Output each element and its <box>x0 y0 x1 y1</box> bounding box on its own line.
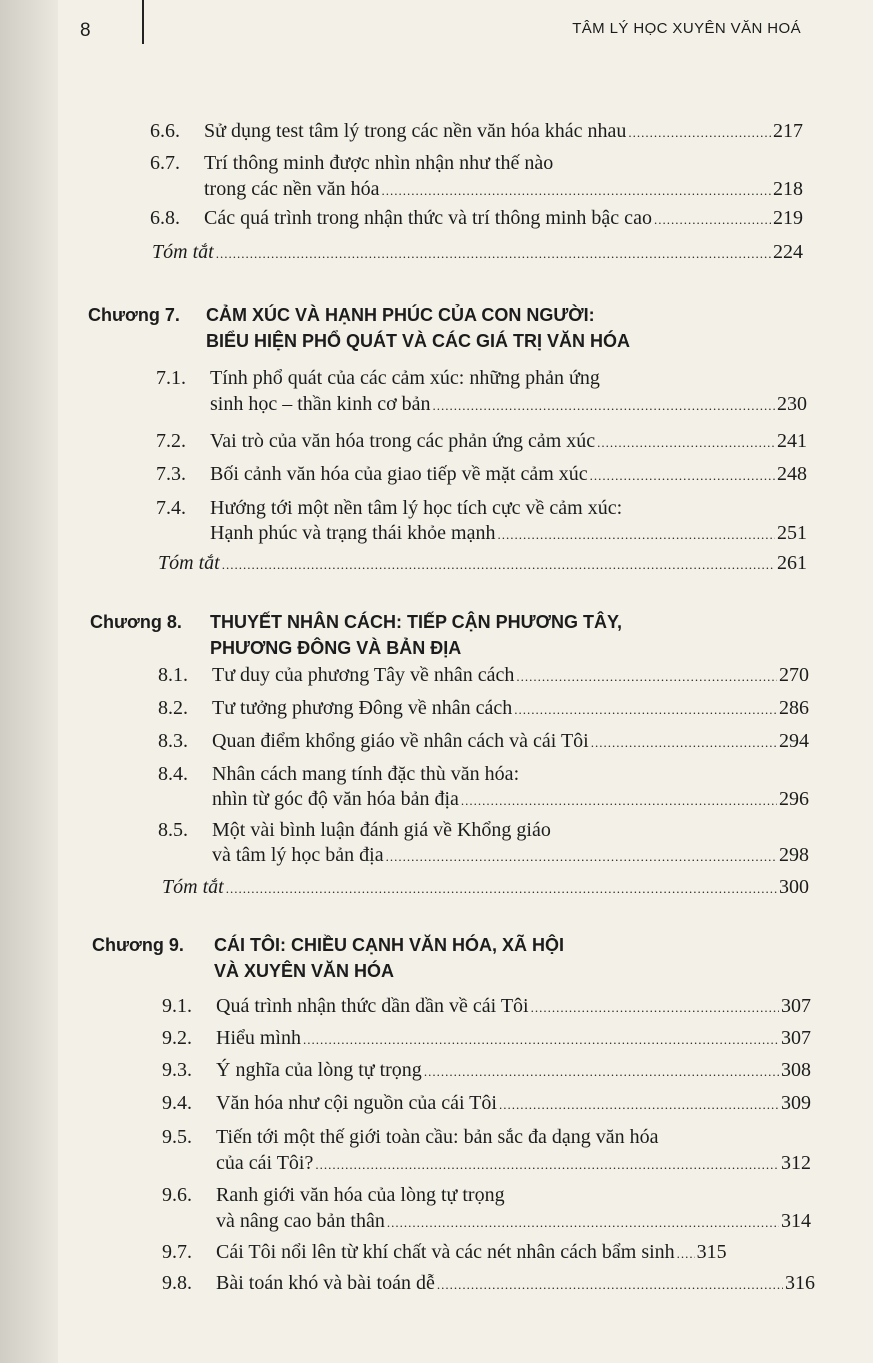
toc-summary[interactable] <box>162 874 809 902</box>
toc-entry[interactable] <box>216 1270 815 1298</box>
toc-entry-title: Tư duy của phương Tây về nhân cách <box>212 664 515 686</box>
dot-leader <box>381 178 771 204</box>
toc-entry-title: Quan điểm khổng giáo về nhân cách và cái Tôi <box>212 730 589 752</box>
toc-page-number: 217 <box>773 120 803 142</box>
dot-leader <box>654 207 771 233</box>
page-number: 8 <box>80 20 91 41</box>
toc-page-number: 300 <box>779 876 809 898</box>
toc-entry-title: Văn hóa như cội nguồn của cái Tôi <box>216 1092 497 1114</box>
chapter-title-line1: THUYẾT NHÂN CÁCH: TIẾP CẬN PHƯƠNG TÂY, <box>210 612 622 632</box>
toc-entry[interactable] <box>216 1057 811 1085</box>
toc-entry-title: Bài toán khó và bài toán dễ <box>216 1272 435 1294</box>
toc-entry[interactable] <box>204 176 803 204</box>
toc-entry-title: Hạnh phúc và trạng thái khỏe mạnh <box>210 522 496 544</box>
chapter-title-line2: BIỂU HIỆN PHỔ QUÁT VÀ CÁC GIÁ TRỊ VĂN HÓA <box>206 331 631 351</box>
dot-leader <box>531 995 779 1021</box>
toc-page-number: 312 <box>781 1152 811 1174</box>
toc-page-number: 307 <box>781 1027 811 1049</box>
chapter-title-line2: VÀ XUYÊN VĂN HÓA <box>214 961 395 981</box>
toc-entry-title: Bối cảnh văn hóa của giao tiếp về mặt cảm xúc <box>210 463 588 485</box>
dot-leader <box>628 120 771 146</box>
page-gutter-shadow <box>0 0 58 1363</box>
toc-entry-title: Cái Tôi nổi lên từ khí chất và các nét nhân cách bẩm sinh <box>216 1241 675 1263</box>
dot-leader <box>226 876 777 902</box>
toc-entry[interactable] <box>210 391 807 419</box>
toc-entry-number: 7.2. <box>156 430 186 452</box>
chapter-title-line1: CẢM XÚC VÀ HẠNH PHÚC CỦA CON NGƯỜI: <box>206 305 595 325</box>
toc-entry-title-line1 <box>204 150 553 176</box>
chapter-label: Chương 7. <box>88 305 180 325</box>
toc-page-number: 270 <box>779 664 809 686</box>
header-divider <box>142 0 144 44</box>
toc-page-number: 219 <box>773 207 803 229</box>
toc-entry-title: và tâm lý học bản địa <box>212 844 384 866</box>
summary-label: Tóm tắt <box>158 552 220 574</box>
toc-page-number: 224 <box>773 241 803 263</box>
toc-entry-number: 9.7. <box>162 1241 192 1263</box>
toc-entry[interactable] <box>204 118 803 146</box>
toc-entry-number: 8.4. <box>158 763 188 785</box>
dot-leader <box>514 697 777 723</box>
running-head: TÂM LÝ HỌC XUYÊN VĂN HOÁ <box>572 20 801 37</box>
toc-entry-title: Ý nghĩa của lòng tự trọng <box>216 1059 422 1081</box>
toc-page-number: 315 <box>696 1241 727 1263</box>
dot-leader <box>387 1210 779 1236</box>
chapter-title-line1: CÁI TÔI: CHIỀU CẠNH VĂN HÓA, XÃ HỘI <box>214 935 565 955</box>
toc-entry-title-line1 <box>212 761 519 787</box>
toc-entry[interactable] <box>216 1150 811 1178</box>
toc-entry-title: Hướng tới một nền tâm lý học tích cực về cảm xúc: <box>210 497 623 519</box>
dot-leader <box>597 430 775 456</box>
toc-entry-title: Nhân cách mang tính đặc thù văn hóa: <box>212 763 520 785</box>
dot-leader <box>591 730 777 756</box>
dot-leader <box>461 788 777 814</box>
toc-entry-title: Ranh giới văn hóa của lòng tự trọng <box>216 1184 505 1206</box>
toc-entry-title-line1 <box>216 1182 505 1208</box>
dot-leader <box>303 1027 779 1053</box>
toc-entry-title: nhìn từ góc độ văn hóa bản địa <box>212 788 459 810</box>
toc-entry-number: 6.6. <box>150 120 180 142</box>
toc-entry-title: Tư tưởng phương Đông về nhân cách <box>212 697 513 719</box>
toc-page-number: 251 <box>777 522 807 544</box>
toc-entry-title-line1 <box>212 817 551 843</box>
toc-entry[interactable] <box>216 1090 811 1118</box>
toc-page-number: 307 <box>781 995 811 1017</box>
toc-summary[interactable] <box>152 239 803 267</box>
toc-summary[interactable] <box>158 550 807 578</box>
toc-entry-number: 9.3. <box>162 1059 192 1081</box>
dot-leader <box>437 1272 783 1298</box>
toc-entry[interactable] <box>212 695 809 723</box>
toc-entry[interactable] <box>210 461 807 489</box>
toc-entry-title: của cái Tôi? <box>216 1152 314 1174</box>
toc-entry-number: 9.1. <box>162 995 192 1017</box>
dot-leader <box>222 552 775 578</box>
toc-entry-number: 8.1. <box>158 664 188 686</box>
toc-entry-title: Tính phổ quát của các cảm xúc: những phản ứng <box>210 367 600 389</box>
toc-entry[interactable] <box>216 1208 811 1236</box>
toc-entry[interactable] <box>210 428 807 456</box>
toc-entry-title: trong các nền văn hóa <box>204 178 380 200</box>
dot-leader <box>497 522 775 548</box>
toc-entry-title: Các quá trình trong nhận thức và trí thông minh bậc cao <box>204 207 652 229</box>
toc-entry[interactable] <box>216 1025 811 1053</box>
toc-page-number: 218 <box>773 178 803 200</box>
toc-page-number: 298 <box>779 844 809 866</box>
toc-entry-title: Sử dụng test tâm lý trong các nền văn hóa khác nhau <box>204 120 627 142</box>
toc-page-number: 241 <box>777 430 807 452</box>
dot-leader <box>433 393 775 419</box>
toc-page-number: 316 <box>785 1272 815 1294</box>
toc-entry[interactable] <box>212 662 809 690</box>
toc-entry-title: sinh học – thần kinh cơ bản <box>210 393 431 415</box>
toc-entry-title: Vai trò của văn hóa trong các phản ứng cảm xúc <box>210 430 596 452</box>
dot-leader <box>677 1241 695 1267</box>
toc-entry-number: 7.1. <box>156 367 186 389</box>
toc-entry-number: 9.4. <box>162 1092 192 1114</box>
toc-entry-title-line1 <box>210 365 600 391</box>
toc-entry[interactable] <box>210 520 807 548</box>
dot-leader <box>516 664 777 690</box>
toc-entry[interactable] <box>204 205 803 233</box>
toc-entry-number: 9.5. <box>162 1126 192 1148</box>
toc-page-number: 308 <box>781 1059 811 1081</box>
toc-entry[interactable] <box>212 842 809 870</box>
toc-entry-number: 7.3. <box>156 463 186 485</box>
toc-page-number: 248 <box>777 463 807 485</box>
dot-leader <box>386 844 777 870</box>
dot-leader <box>216 241 771 267</box>
toc-entry-title-line1 <box>216 1124 659 1150</box>
toc-entry-number: 9.8. <box>162 1272 192 1294</box>
toc-entry-number: 7.4. <box>156 497 186 519</box>
summary-label: Tóm tắt <box>162 876 224 898</box>
summary-label: Tóm tắt <box>152 241 214 263</box>
chapter-title-line2: PHƯƠNG ĐÔNG VÀ BẢN ĐỊA <box>210 638 462 658</box>
toc-page-number: 296 <box>779 788 809 810</box>
toc-entry[interactable] <box>212 728 809 756</box>
toc-entry-number: 6.7. <box>150 152 180 174</box>
toc-page-number: 286 <box>779 697 809 719</box>
toc-entry-number: 8.5. <box>158 819 188 841</box>
toc-page-number: 314 <box>781 1210 811 1232</box>
toc-entry[interactable] <box>216 1239 815 1267</box>
toc-entry[interactable] <box>212 786 809 814</box>
toc-page-number: 230 <box>777 393 807 415</box>
chapter-label: Chương 9. <box>92 935 184 955</box>
toc-entry-title: Hiểu mình <box>216 1027 301 1049</box>
toc-entry-number: 9.6. <box>162 1184 192 1206</box>
toc-page-number: 309 <box>781 1092 811 1114</box>
toc-entry-title: Trí thông minh được nhìn nhận như thế nào <box>204 152 554 174</box>
toc-entry-number: 6.8. <box>150 207 180 229</box>
toc-entry-number: 8.3. <box>158 730 188 752</box>
toc-entry-title: Tiến tới một thế giới toàn cầu: bản sắc đa dạng văn hóa <box>216 1126 659 1148</box>
toc-entry-title: Quá trình nhận thức dần dần về cái Tôi <box>216 995 529 1017</box>
dot-leader <box>424 1059 779 1085</box>
toc-page-number: 261 <box>777 552 807 574</box>
toc-entry-title-line1 <box>210 495 622 521</box>
toc-entry-number: 8.2. <box>158 697 188 719</box>
toc-page-number: 294 <box>779 730 809 752</box>
dot-leader <box>590 463 775 489</box>
toc-entry[interactable] <box>216 993 811 1021</box>
dot-leader <box>499 1092 779 1118</box>
chapter-label: Chương 8. <box>90 612 182 632</box>
toc-entry-title: và nâng cao bản thân <box>216 1210 385 1232</box>
toc-entry-number: 9.2. <box>162 1027 192 1049</box>
toc-entry-title: Một vài bình luận đánh giá về Khổng giáo <box>212 819 551 841</box>
dot-leader <box>315 1152 779 1178</box>
